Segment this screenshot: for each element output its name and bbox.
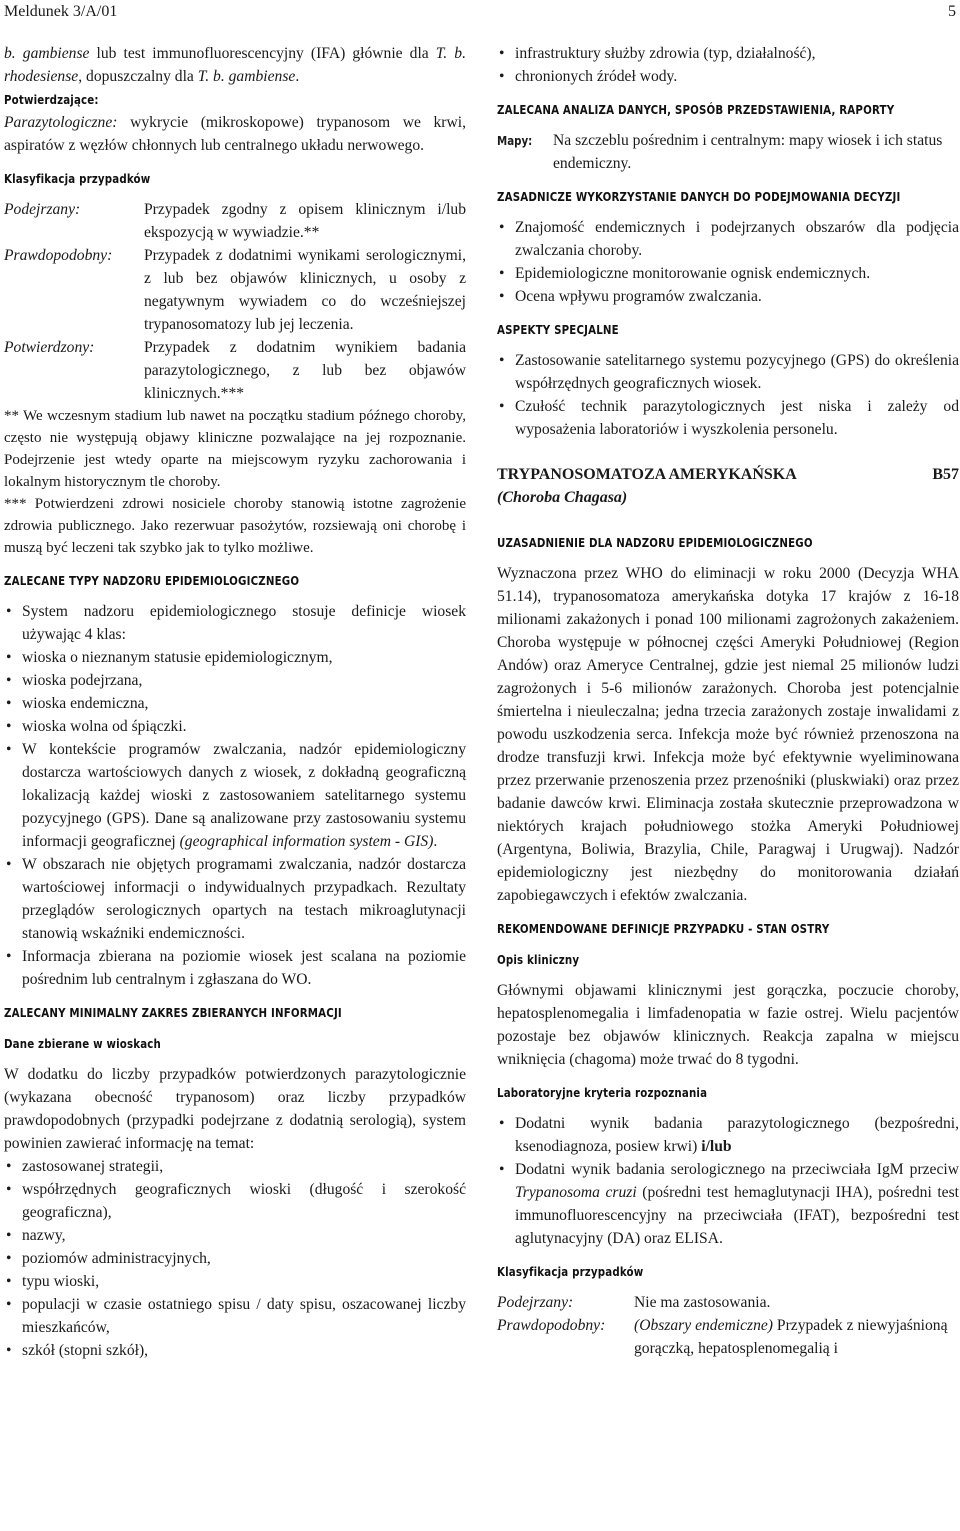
list-item: • poziomów administracyjnych, [4,1247,466,1270]
special-list [497,349,959,441]
page-number: 5 [948,3,956,20]
disease-code: B57 [932,466,959,483]
disease-title: TRYPANOSOMATOZA AMERYKAŃSKA [497,466,797,483]
class-desc: Przypadek z dodatnimi wynikami serologicznymi, z lub bez objawów klinicznych, u osoby z negatywnym wywiadem co do wcześniejszej trypanosomatozy lub jej leczenia. [144,247,466,333]
minimum-data-heading: ZALECANY MINIMALNY ZAKRES ZBIERANYCH INFORMACJI [4,1005,342,1020]
class-term: Podejrzany: [497,1294,574,1311]
case-classification-list [4,198,466,405]
surveillance-list [4,600,466,991]
case-classification-heading-2: Klasyfikacja przypadków [497,1264,644,1279]
right-column [497,42,959,1360]
class-desc: (Obszary endemiczne) Przypadek z niewyjaśnioną gorączką, hepatosplenomegalią i [634,1317,948,1357]
villages-data-heading: Dane zbierane w wioskach [4,1036,162,1051]
list-item: • Zastosowanie satelitarnego systemu pozycyjnego (GPS) do określenia współrzędnych geograficznych wiosek. [497,349,959,395]
clinical-paragraph: Głównymi objawami klinicznymi jest gorączka, poczucie choroby, hepatosplenomegalia i limfadenopatia w fazie ostrej. Wielu pacjentów pozostaje bez objawów klinicznych. Reakcja zapalna w miejscu wniknięcia (chagoma) może trwać do 8 tygodni. [497,982,959,1068]
surveillance-types-heading: ZALECANE TYPY NADZORU EPIDEMIOLOGICZNEGO [4,573,300,588]
list-item: • System nadzoru epidemiologicznego stosuje definicje wiosek używając 4 klas: [4,600,466,646]
list-item: • współrzędnych geograficznych wioski (długość i szerokość geograficzna), [4,1178,466,1224]
villages-paragraph: W dodatku do liczby przypadków potwierdzonych parazytologicznie (wykazana obecność trypanosom) oraz liczby przypadków prawdopodobnych (przypadki podejrzane z dodatnią serologią), system powinien zawierać informację na temat: [4,1066,466,1152]
list-item: • Epidemiologiczne monitorowanie ognisk endemicznych. [497,262,959,285]
list-item: • zastosowanej strategii, [4,1155,466,1178]
intro-paragraph: b. gambiense lub test immunofluorescencyjny (IFA) głównie dla T. b. rhodesiense, dopuszczalny dla T. b. gambiense. [4,45,466,85]
class-term: Prawdopodobny: [4,247,113,264]
case-classification-heading: Klasyfikacja przypadków [4,171,151,186]
lab-list [497,1112,959,1250]
list-item: • wioska podejrzana, [4,669,466,692]
decision-use-heading: ZASADNICZE WYKORZYSTANIE DANYCH DO PODEJMOWANIA DECYZJI [497,189,901,204]
class-term: Prawdopodobny: [497,1317,606,1334]
class-term: Potwierdzony: [4,339,95,356]
list-item: • populacji w czasie ostatniego spisu / daty spisu, oszacowanej liczby mieszkańców, [4,1293,466,1339]
analysis-heading: ZALECANA ANALIZA DANYCH, SPOSÓB PRZEDSTAWIENIA, RAPORTY [497,102,895,117]
list-item: • W kontekście programów zwalczania, nadzór epidemiologiczny dostarcza wartościowych danych z wiosek, z dokładną geograficzną lokalizacją każdej wioski z zastosowaniem satelitarnego systemu pozycyjnego (GPS). Dane są analizowane przy zastosowaniu systemu informacji geograficznej (geographical information system - GIS). [4,738,466,853]
list-item: • wioska wolna od śpiączki. [4,715,466,738]
list-item: • nazwy, [4,1224,466,1247]
footnote-1: ** We wczesnym stadium lub nawet na początku stadium późnego choroby, często nie występują objawy kliniczne pozwalające na jej rozpoznanie. Podejrzenie jest wtedy oparte na miejscowym ryzyku zachorowania i lokalnym historycznym tle choroby. [4,408,466,490]
list-item: • Informacja zbierana na poziomie wiosek jest scalana na poziomie pośrednim lub centralnym i zgłaszana do WO. [4,945,466,991]
list-item: • infrastruktury służby zdrowia (typ, działalność), [497,42,959,65]
confirm-paragraph: Parazytologiczne: wykrycie (mikroskopowe) trypanosom we krwi, aspiratów z węzłów chłonnych lub centralnego układu nerwowego. [4,114,466,154]
list-item: • szkół (stopni szkół), [4,1339,466,1362]
class-desc: Przypadek zgodny z opisem klinicznym i/lub ekspozycją w wywiadzie.** [144,201,466,241]
disease-subtitle: (Choroba Chagasa) [497,489,628,506]
list-item: • W obszarach nie objętych programami zwalczania, nadzór dostarcza wartościowej informacji o indywidualnych przypadkach. Rezultaty przeglądów serologicznych opartych na testach mikroaglutynacji stanowią wskaźniki endemiczności. [4,853,466,945]
special-aspects-heading: ASPEKTY SPECJALNE [497,322,619,337]
list-item: • Dodatni wynik badania serologicznego na przeciwciała IgM przeciw Trypanosoma cruzi (pośredni test hemaglutynacji IHA), pośredni test immunofluorescencyjny na przeciwciała (IFAT), bezpośredni test aglutynacyjny (DA) oraz ELISA. [497,1158,959,1250]
top-list [497,42,959,88]
running-title: Meldunek 3/A/01 [4,3,118,20]
list-item: • chronionych źródeł wody. [497,65,959,88]
clinical-description-heading: Opis kliniczny [497,952,580,967]
maps-label: Mapy: [497,133,533,148]
list-item: • wioska o nieznanym statusie epidemiologicznym, [4,646,466,669]
recommended-definitions-heading: REKOMENDOWANE DEFINICJE PRZYPADKU - STAN OSTRY [497,921,830,936]
confirm-heading: Potwierdzające: [4,92,99,107]
rationale-paragraph: Wyznaczona przez WHO do eliminacji w roku 2000 (Decyzja WHA 51.14), trypanosomatoza amerykańska dotyka 17 krajów z 16-18 milionami zakażonych i ponad 100 milionami zagrożonych zakażeniem. Choroba występuje w północnej części Ameryki Południowej (Region Andów) oraz Ameryce Centralnej, gdzie jest niemal 25 milionów ludzi zagrożonych i 5-6 milionów zarażonych. Choroba jest potencjalnie śmiertelna i nieuleczalna; jedna trzecia zarażonych zostaje inwalidami z powodu uszkodzenia serca. Infekcja może być również przenoszona na drodze transfuzji krwi. Infekcja może być efektywnie wyeliminowana przez przerwanie przenoszenia przez przenośniki (pluskwiaki) oraz przez badanie dawców krwi. Eliminacja została skutecznie przeprowadzona w niektórych krajach południowego stożka Ameryki Południowej (Argentyna, Boliwia, Brazylia, Chile, Paragwaj i Urugwaj). Nadzór epidemiologiczny jest niezbędny do monitorowania działań zapobiegawczych i efektów zwalczania. [497,565,959,904]
maps-row [497,129,959,175]
list-item: • Ocena wpływu programów zwalczania. [497,285,959,308]
list-item: • Znajomość endemicznych i podejrzanych obszarów dla podjęcia zwalczania choroby. [497,216,959,262]
class-desc: Przypadek z dodatnim wynikiem badania parazytologicznego, z lub bez objawów klinicznych.*** [144,339,466,402]
maps-text: Na szczeblu pośrednim i centralnym: mapy wiosek i ich status endemiczny. [553,132,943,172]
list-item: • typu wioski, [4,1270,466,1293]
class-term: Podejrzany: [4,201,81,218]
lab-criteria-heading: Laboratoryjne kryteria rozpoznania [497,1085,708,1100]
list-item: • wioska endemiczna, [4,692,466,715]
page-header [4,0,956,24]
use-list [497,216,959,308]
rationale-heading: UZASADNIENIE DLA NADZORU EPIDEMIOLOGICZNEGO [497,535,813,550]
left-column [4,42,466,1362]
villages-list [4,1155,466,1362]
footnote-2: *** Potwierdzeni zdrowi nosiciele choroby stanowią istotne zagrożenie zdrowia publicznego. Jako rezerwuar pasożytów, rozsiewają oni chorobę i muszą być leczeni tak szybko jak to tylko możliwe. [4,496,466,556]
list-item: • Czułość technik parazytologicznych jest niska i zależy od wyposażenia laboratoriów i wyszkolenia personelu. [497,395,959,441]
class-desc: Nie ma zastosowania. [634,1294,771,1311]
list-item: • Dodatni wynik badania parazytologicznego (bezpośredni, ksenodiagnoza, posiew krwi) i/lub [497,1112,959,1158]
disease-title-row [497,463,959,486]
case-classification-list-2 [497,1291,959,1360]
